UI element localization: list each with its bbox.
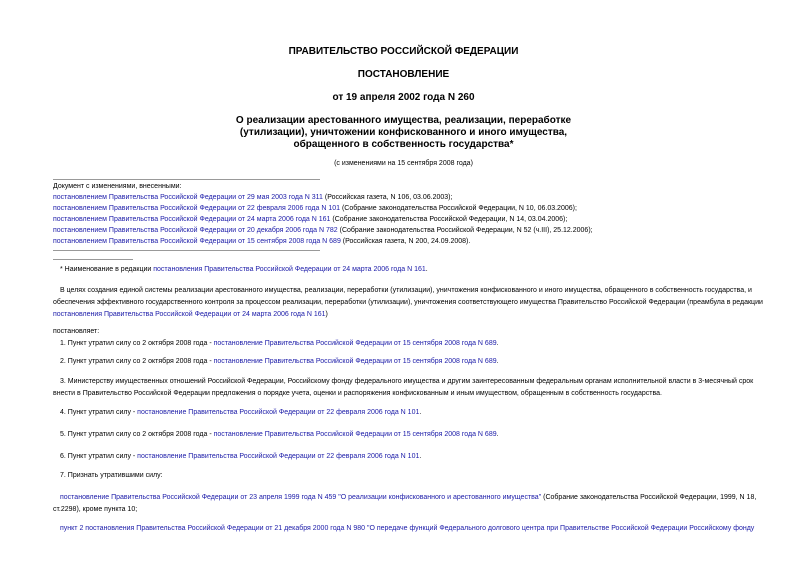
amendment-item: постановлением Правительства Российской Федерации от 24 марта 2006 года N 161 (Собрание законодательства Российской Федерации, N 14, 03.04.2006); (53, 216, 568, 223)
point-6: 6. Пункт утратил силу - постановление Правительства Российской Федерации от 22 февраля 2006 года N 101. (60, 453, 422, 460)
point-2: 2. Пункт утратил силу со 2 октября 2008 года - постановление Правительства Российской Федерации от 15 сентября 2008 года N 689. (60, 358, 499, 365)
revision-note: (с изменениями на 15 сентября 2008 года) (334, 160, 473, 167)
amendment-item: постановлением Правительства Российской Федерации от 20 декабря 2006 года N 782 (Собрание законодательства Российской Федерации, N 52 (ч.III), 25.12.2006); (53, 227, 593, 234)
point-6-link[interactable]: постановление Правительства Российской Федерации от 22 февраля 2006 года N 101 (137, 453, 420, 460)
point-4: 4. Пункт утратил силу - постановление Правительства Российской Федерации от 22 февраля 2006 года N 101. (60, 409, 422, 416)
repealed-item-1: постановление Правительства Российской Федерации от 23 апреля 1999 года N 459 "О реализации конфискованного и арестованного имущества" (Собрание законодательства Российской Федерации, 1999, N 18, ст.2298), кроме пункта 10; (53, 494, 757, 513)
date-line: от 19 апреля 2002 года N 260 (332, 92, 475, 103)
point-7: 7. Признать утратившими силу: (60, 472, 163, 479)
decrees-word: постановляет: (53, 328, 100, 335)
amendment-link[interactable]: постановлением Правительства Российской Федерации от 29 мая 2003 года N 311 (53, 194, 323, 201)
org-heading: ПРАВИТЕЛЬСТВО РОССИЙСКОЙ ФЕДЕРАЦИИ (288, 46, 519, 57)
repealed-link-1[interactable]: постановление Правительства Российской Федерации от 23 апреля 1999 года N 459 "О реализации конфискованного и арестованного имущества" (60, 494, 542, 501)
divider-top (53, 179, 320, 180)
point-3: 3. Министерству имущественных отношений Российской Федерации, Российскому фонду федерального имущества и другим заинтересованным федеральным органам исполнительной власти в 3-месячный срок внести в Правительство Российской Федерации предложения о порядке учета, оценки и распоряжения конфискованным и иным имуществом, обращенным в собственность государства. (53, 378, 754, 397)
repealed-link-2[interactable]: пункт 2 постановления Правительства Российской Федерации от 21 декабря 2000 года N 980 "О передаче функций Федерального долгового центра при Правительстве Российской Федерации Российскому фонду (60, 525, 755, 532)
amendment-item: постановлением Правительства Российской Федерации от 29 мая 2003 года N 311 (Российская газета, N 106, 03.06.2003); (53, 194, 453, 201)
amendment-link[interactable]: постановлением Правительства Российской Федерации от 22 февраля 2006 года N 101 (53, 205, 340, 212)
amendments-heading: Документ с изменениями, внесенными: (53, 183, 182, 190)
footnote: * Наименование в редакции постановления Правительства Российской Федерации от 24 марта 2006 года N 161. (60, 266, 428, 273)
preamble-link[interactable]: постановления Правительства Российской Федерации от 24 марта 2006 года N 161 (53, 311, 326, 318)
point-5-link[interactable]: постановление Правительства Российской Федерации от 15 сентября 2008 года N 689 (213, 431, 497, 438)
doc-type-heading: ПОСТАНОВЛЕНИЕ (357, 69, 450, 80)
amendment-item: постановлением Правительства Российской Федерации от 22 февраля 2006 года N 101 (Собрание законодательства Российской Федерации, N 10, 06.03.2006); (53, 205, 577, 212)
title-line-2: (утилизации), уничтожении конфискованного и иного имущества, (239, 127, 568, 138)
point-1-link[interactable]: постановление Правительства Российской Федерации от 15 сентября 2008 года N 689 (213, 340, 497, 347)
amendment-link[interactable]: постановлением Правительства Российской Федерации от 20 декабря 2006 года N 782 (53, 227, 338, 234)
amendment-link[interactable]: постановлением Правительства Российской Федерации от 24 марта 2006 года N 161 (53, 216, 331, 223)
point-2-link[interactable]: постановление Правительства Российской Федерации от 15 сентября 2008 года N 689 (213, 358, 497, 365)
divider-bottom (53, 250, 320, 251)
preamble-paragraph: В целях создания единой системы реализации арестованного имущества, реализации, переработки (утилизации), уничтожения конфискованного и иного имущества, обращенного в собственность государства, и обеспечения эффективного государственного контроля за процессом реализации, переработки (утилизации), уничтожения соответствующего имущества Правительство Российской Федерации (преамбула в редакции постановления Правительства Российской Федерации от 24 марта 2006 года N 161) (53, 287, 763, 318)
footnote-link[interactable]: постановления Правительства Российской Федерации от 24 марта 2006 года N 161 (153, 266, 426, 273)
amendment-item: постановлением Правительства Российской Федерации от 15 сентября 2008 года N 689 (Российская газета, N 200, 24.09.2008). (53, 238, 471, 245)
point-1: 1. Пункт утратил силу со 2 октября 2008 года - постановление Правительства Российской Федерации от 15 сентября 2008 года N 689. (60, 340, 499, 347)
amendment-link[interactable]: постановлением Правительства Российской Федерации от 15 сентября 2008 года N 689 (53, 238, 341, 245)
title-line-3: обращенного в собственность государства* (293, 139, 514, 150)
repealed-item-2 (60, 523, 770, 534)
point-5: 5. Пункт утратил силу со 2 октября 2008 года - постановление Правительства Российской Федерации от 15 сентября 2008 года N 689. (60, 431, 499, 438)
title-line-1: О реализации арестованного имущества, реализации, переработке (235, 115, 572, 126)
point-4-link[interactable]: постановление Правительства Российской Федерации от 22 февраля 2006 года N 101 (137, 409, 420, 416)
footnote-rule (53, 259, 133, 260)
